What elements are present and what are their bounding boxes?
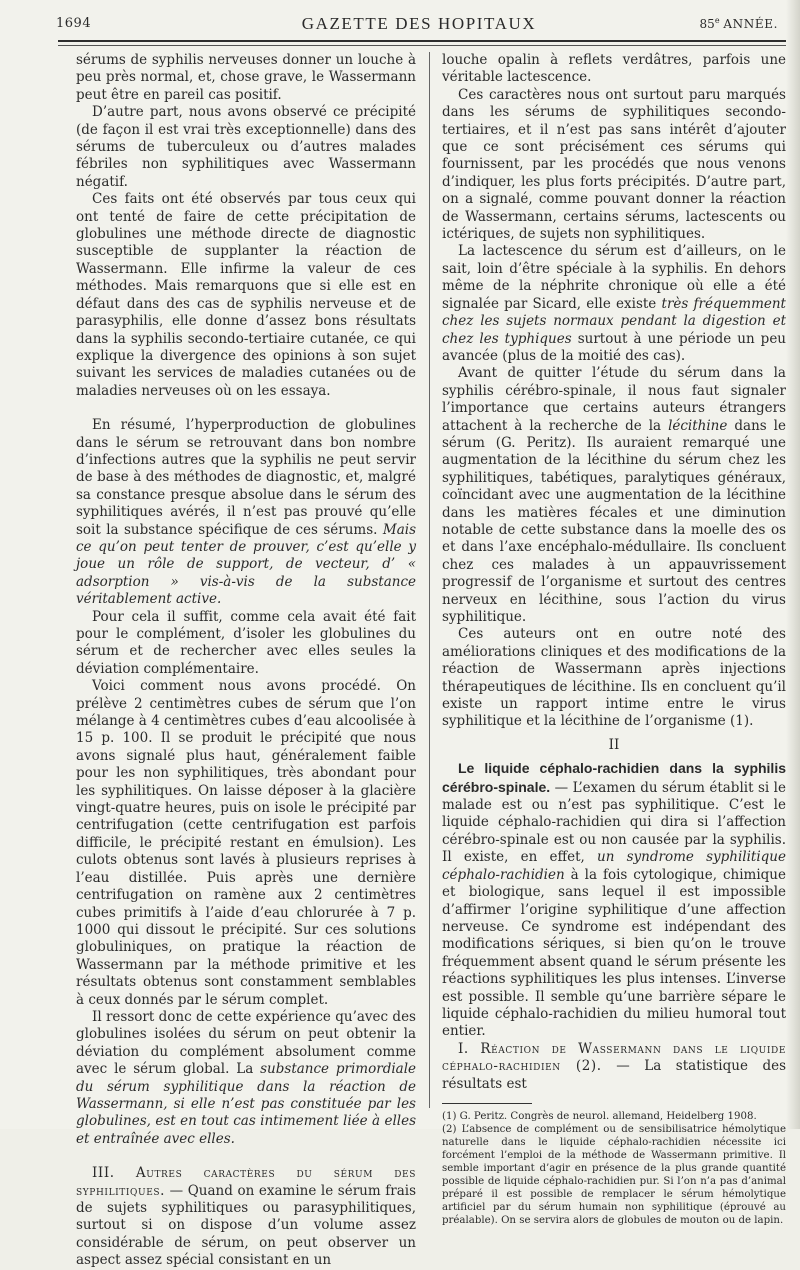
paragraph-text: surtout à une période un peu avancée (plus de la moitié des cas).: [442, 330, 787, 364]
paragraph-text: En résumé, l’hyperproduction de globulines dans le sérum se retrouvant dans bon nombre d’infections autres que la syphilis ne peut servir de base à des méthodes de diagnostic, et, malgré sa constance presque absolue dans le sérum des syphilitiques avérés, il n’est pas prouvé qu’elle soit la substance spécifique de ces sérums.: [76, 417, 416, 538]
paragraph: Ces faits ont été observés par tous ceux qui ont tenté de faire de cette précipitation de globulines une méthode directe de diagnostic susceptible de supplanter la réaction de Wassermann. Elle infirme la valeur de ces méthodes. Mais remarquons que si elle est en défaut dans des cas de syphilis nerveuse et de parasyphilis, elle donne d’assez bons résultats dans la syphilis secondo-tertiaire cutanée, ce qui explique la divergence des opinions à son sujet suivant les services de maladies cutanées ou de maladies nerveuses où on les essaya.: [76, 191, 416, 399]
paragraph-text: La lactescence du sérum est d’ailleurs, on le sait, loin d’être spéciale à la syphilis. En dehors même de la néphrite chronique où elle a été signalée par Sicard, elle existe: [442, 243, 786, 312]
paragraph-italic: substance primordiale du sérum syphilitique dans la réaction de Wassermann, si elle n’est pas constituée par les globulines, est en tout cas intimement liée à elles et entraînée avec elles.: [76, 1061, 417, 1147]
footnote-rule: [442, 1103, 532, 1104]
paragraph-text: à la fois cytologique, chimique et biologique, sans lequel il est impossible d’affirmer l’origine syphilitique d’une affection nerveuse. Ce syndrome est indépendant des modifications sériques, si bien qu’on le trouve fréquemment absent quand le sérum présente les réactions syphilitiques les plus intenses. L’inverse est possible. Il semble qu’une barrière sépare le liquide céphalo-rachidien du milieu humoral tout entier.: [442, 866, 786, 1040]
paragraph: [442, 243, 786, 365]
paragraph: [442, 365, 786, 626]
edition-number: 85: [699, 17, 715, 31]
edition-label: [700, 16, 778, 31]
paragraph-text: — L’examen du sérum établit si le malade est ou n’est pas syphilitique. C’est le liquide céphalo-rachidien qui dira si l’affection cérébro-spinale est ou non causée par la syphilis. Il existe, en effet,: [442, 779, 786, 866]
paragraph: [442, 1041, 786, 1093]
paragraph-text: Avant de quitter l’étude du sérum dans la syphilis cérébro-spinale, il nous faut signaler l’importance que certains auteurs étrangers attachent à la recherche de la: [442, 365, 786, 434]
paragraph: Ces caractères nous ont surtout paru marqués dans les sérums de syphilitiques secondo-tertiaires, et il n’est pas sans intérêt d’ajouter que ce sont précisément ces sérums qui fournissent, par les procédés que nous venons d’indiquer, les plus forts précipités. D’autre part, on a signalé, comme pouvant donner la réaction de Wassermann, certains sérums, lactescents ou ictériques, de sujets non syphilitiques.: [442, 86, 786, 243]
footnote: (1) G. Peritz. Congrès de neurol. allemand, Heidelberg 1908.: [442, 1110, 757, 1122]
paragraph-text: Il ressort donc de cette expérience qu’avec des globulines isolées du sérum on peut obtenir la déviation du complément absolument comme avec le sérum global. La: [76, 1008, 416, 1078]
paragraph: [76, 1009, 416, 1148]
paragraph-italic: lécithine: [668, 417, 728, 434]
edition-superscript: e: [714, 16, 720, 25]
paragraph: [76, 1165, 416, 1269]
paragraph-text: dans le sérum (G. Peritz). Ils auraient remarqué une augmentation de la lécithine du sérum chez les syphilitiques, tabétiques, paralytiques généraux, coïncidant avec une augmentation de la lécithine dans les matières fécales et une diminution notable de cette substance dans la moelle des os et dans l’axe encéphalo-médullaire. Ils concluent chez ces malades à un appauvrissement progressif de l’organisme et surtout des centres nerveux en lécithine, sous l’action du virus syphilitique.: [442, 417, 786, 625]
header-rule-thin: [58, 45, 786, 46]
paragraph-italic: très fréquemment chez les sujets normaux pendant la digestion et chez les typhiques: [442, 295, 786, 347]
right-column: [442, 52, 786, 1227]
header-rule: [58, 40, 786, 42]
page-number: 1694: [56, 16, 92, 31]
section-number: II: [608, 736, 620, 753]
paragraph-text: — Quand on examine le sérum frais de sujets syphilitiques ou parasyphilitiques, surtout si on dispose d’un volume assez considérable de sérum, on peut observer un aspect assez spécial consistant en un: [76, 1182, 416, 1269]
section-title: Le liquide céphalo-rachidien dans la syphilis cérébro-spinale.: [442, 760, 786, 795]
footnote: (2) L’absence de complément ou de sensibilisatrice hémolytique naturelle dans le liquide céphalo-rachidien nécessite ici forcément l’emploi de la méthode de Wassermann primitive. Il semble important d’agir en présence de la plus grande quantité possible de liquide céphalo-rachidien pur. Si l’on n’a pas d’animal préparé il est possible de remplacer le sérum hémolytique artificiel par du sérum humain non syphilitique (éprouvé au préalable). On se servira alors de globules de mouton ou de lapin.: [442, 1123, 786, 1226]
paragraph: Ces auteurs ont en outre noté des améliorations cliniques et des modifications de la réaction de Wassermann après injections thérapeutiques de lécithine. Ils en concluent qu’il existe un rapport intime entre le virus syphilitique et la lécithine de l’organisme (1).: [442, 626, 786, 730]
paragraph: louche opalin à reflets verdâtres, parfois une véritable lactescence.: [442, 52, 786, 86]
column-separator: [429, 52, 430, 1108]
paragraph: Voici comment nous avons procédé. On prélève 2 centimètres cubes de sérum que l’on mélange à 4 centimètres cubes d’eau alcoolisée à 15 p. 100. Il se produit le précipité que nous avons signalé plus haut, généralement faible pour les non syphilitiques, très abondant pour les syphilitiques. On laisse déposer à la glacière vingt-quatre heures, puis on isole le précipité par centrifugation (cette centrifugation est parfois difficile, le précipité restant en émulsion). Les culots obtenus sont lavés à plusieurs reprises à l’eau distillée. Puis après une dernière centrifugation on ramène aux 2 centimètres cubes primitifs à l’aide d’eau chlorurée à 7 p. 1000 qui dissout le précipité. Sur ces solutions globuliniques, on pratique la réaction de Wassermann par la méthode primitive et les résultats obtenus sont constamment semblables à ceux donnés par le sérum complet.: [76, 678, 416, 1008]
journal-title: GAZETTE DES HOPITAUX: [301, 14, 537, 33]
paragraph-italic: un syndrome syphilitique céphalo-rachidien: [442, 849, 786, 883]
page-edge-shadow: [786, 0, 800, 1129]
paragraph: Pour cela il suffit, comme cela avait été fait pour le complément, d’isoler les globulines du sérum et de rechercher avec elles seules la déviation complémentaire.: [76, 608, 416, 677]
paragraph: D’autre part, nous avons observé ce précipité (de façon il est vrai très exceptionnelle) dans des sérums de tuberculeux ou d’autres malades fébriles non syphilitiques avec Wassermann négatif.: [76, 104, 416, 190]
paragraph-italic: Mais ce qu’on peut tenter de prouver, c’est qu’elle y joue un rôle de support, de vecteur, d’ « adsorption » vis-à-vis de la substance véritablement active.: [76, 521, 416, 608]
paragraph: [76, 417, 416, 608]
left-column: [76, 52, 416, 1270]
paragraph-text: — La statistique des résultats est: [442, 1058, 787, 1092]
subsection-heading: I. Réaction de Wassermann dans le liquide céphalo-rachidien (2).: [442, 1040, 786, 1075]
section-heading: III. Autres caractères du sérum des syphilitiques.: [76, 1165, 416, 1199]
edition-word: ANNÉE.: [723, 17, 778, 31]
paragraph: sérums de syphilis nerveuses donner un louche à peu près normal, et, chose grave, le Wassermann peut être en pareil cas positif.: [76, 52, 416, 103]
paragraph: [442, 760, 786, 1041]
page-header: [56, 6, 782, 36]
